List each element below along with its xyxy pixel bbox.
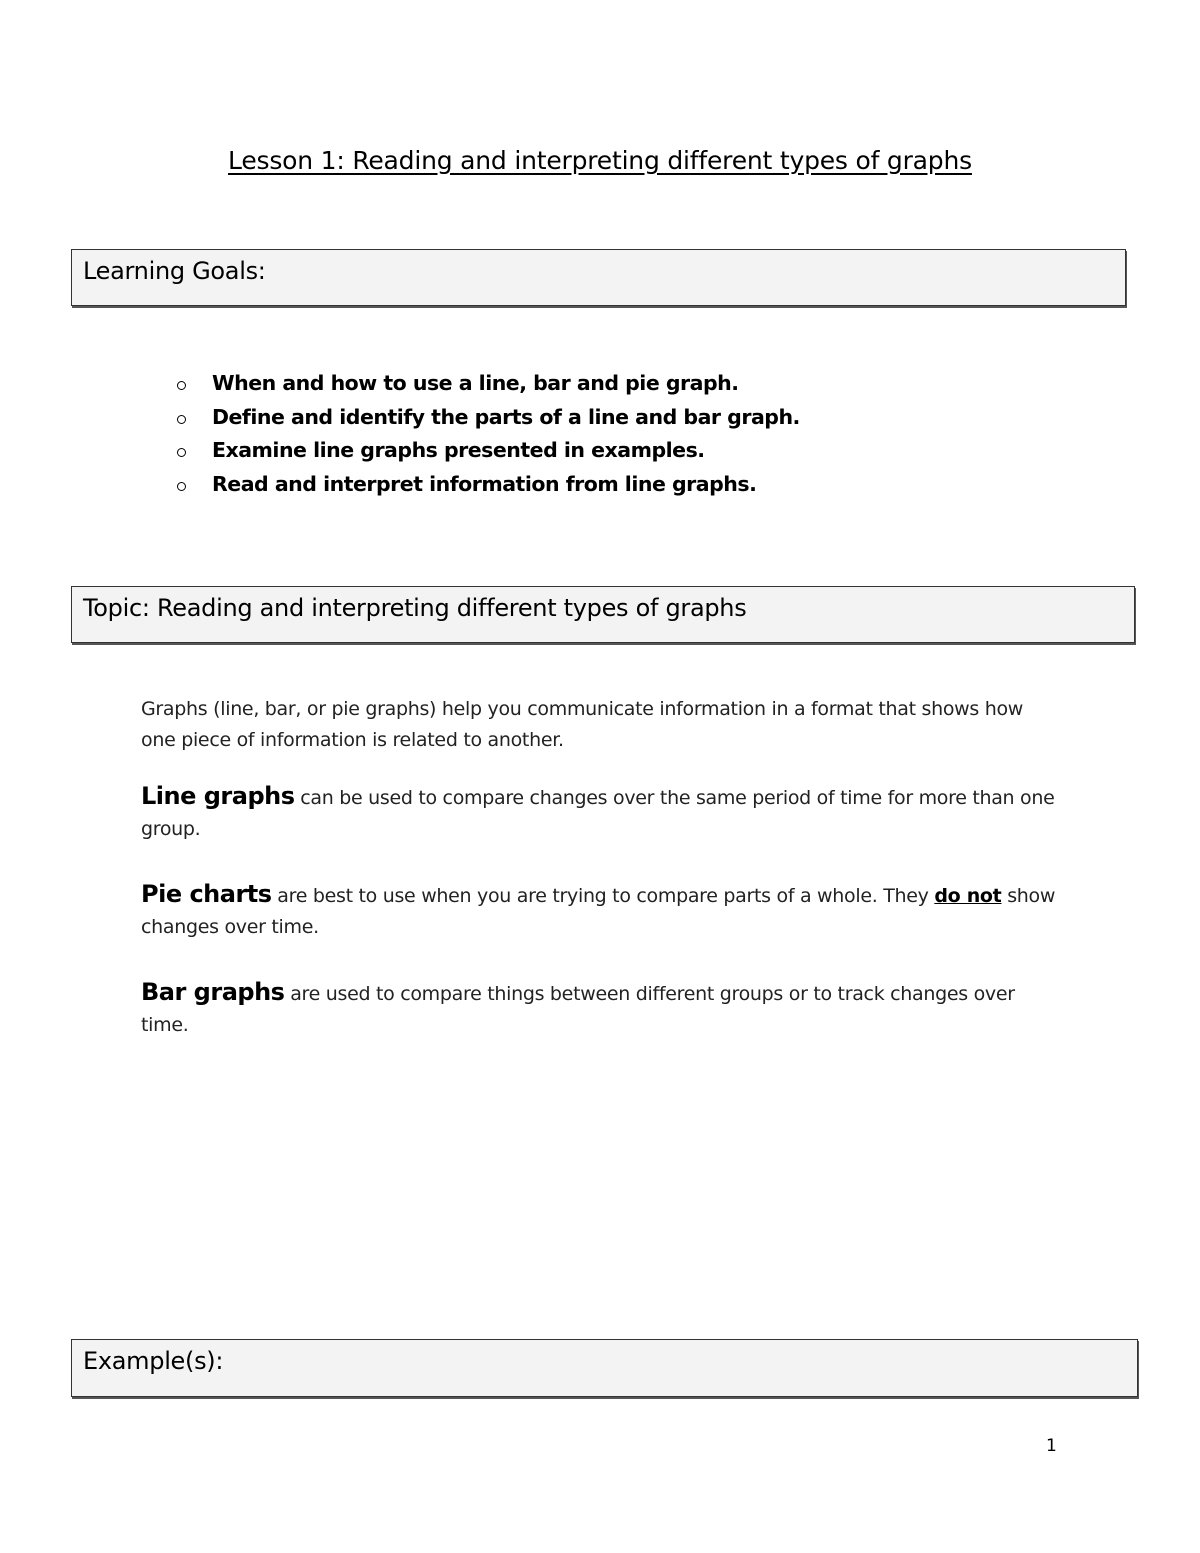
pie-charts-text: are best to use when you are trying to compare parts of a whole. They xyxy=(271,885,935,907)
circle-bullet-icon xyxy=(177,415,186,424)
page-title: Lesson 1: Reading and interpreting different types of graphs xyxy=(228,146,972,175)
learning-goals-box xyxy=(71,249,1126,306)
list-item xyxy=(175,401,800,435)
bar-graphs-paragraph xyxy=(141,977,1061,1041)
list-item xyxy=(175,367,800,401)
topic-heading: Topic: Reading and interpreting different types of graphs xyxy=(83,594,747,622)
examples-heading: Example(s): xyxy=(83,1347,224,1375)
goal-text: Define and identify the parts of a line and bar graph. xyxy=(212,404,800,429)
bar-graphs-text: are used to compare things between different groups or to track changes over time. xyxy=(141,983,1015,1036)
goal-text: Examine line graphs presented in examples. xyxy=(212,438,705,462)
examples-box xyxy=(71,1339,1138,1397)
circle-bullet-icon xyxy=(177,482,186,491)
pie-charts-emphasis: do not xyxy=(934,885,1002,907)
list-item xyxy=(175,468,800,502)
pie-charts-term: Pie charts xyxy=(141,880,272,908)
pie-charts-paragraph xyxy=(141,879,1061,943)
line-graphs-text: can be used to compare changes over the same period of time for more than one group. xyxy=(141,787,1055,840)
line-graphs-paragraph xyxy=(141,781,1061,845)
learning-goals-list xyxy=(175,367,800,501)
topic-box xyxy=(71,586,1135,643)
list-item xyxy=(175,434,800,468)
pie-charts-text-after: show changes over time. xyxy=(141,885,1056,938)
circle-bullet-icon xyxy=(177,381,186,390)
goal-text: Read and interpret information from line graphs. xyxy=(212,471,757,496)
line-graphs-term: Line graphs xyxy=(141,782,295,810)
learning-goals-heading: Learning Goals: xyxy=(83,257,266,285)
circle-bullet-icon xyxy=(177,448,186,457)
goal-text: When and how to use a line, bar and pie graph. xyxy=(212,371,739,395)
topic-intro: Graphs (line, bar, or pie graphs) help you communicate information in a format that shows how one piece of information is related to another. xyxy=(141,698,1024,751)
page-number: 1 xyxy=(1046,1436,1057,1456)
bar-graphs-term: Bar graphs xyxy=(141,978,285,1006)
